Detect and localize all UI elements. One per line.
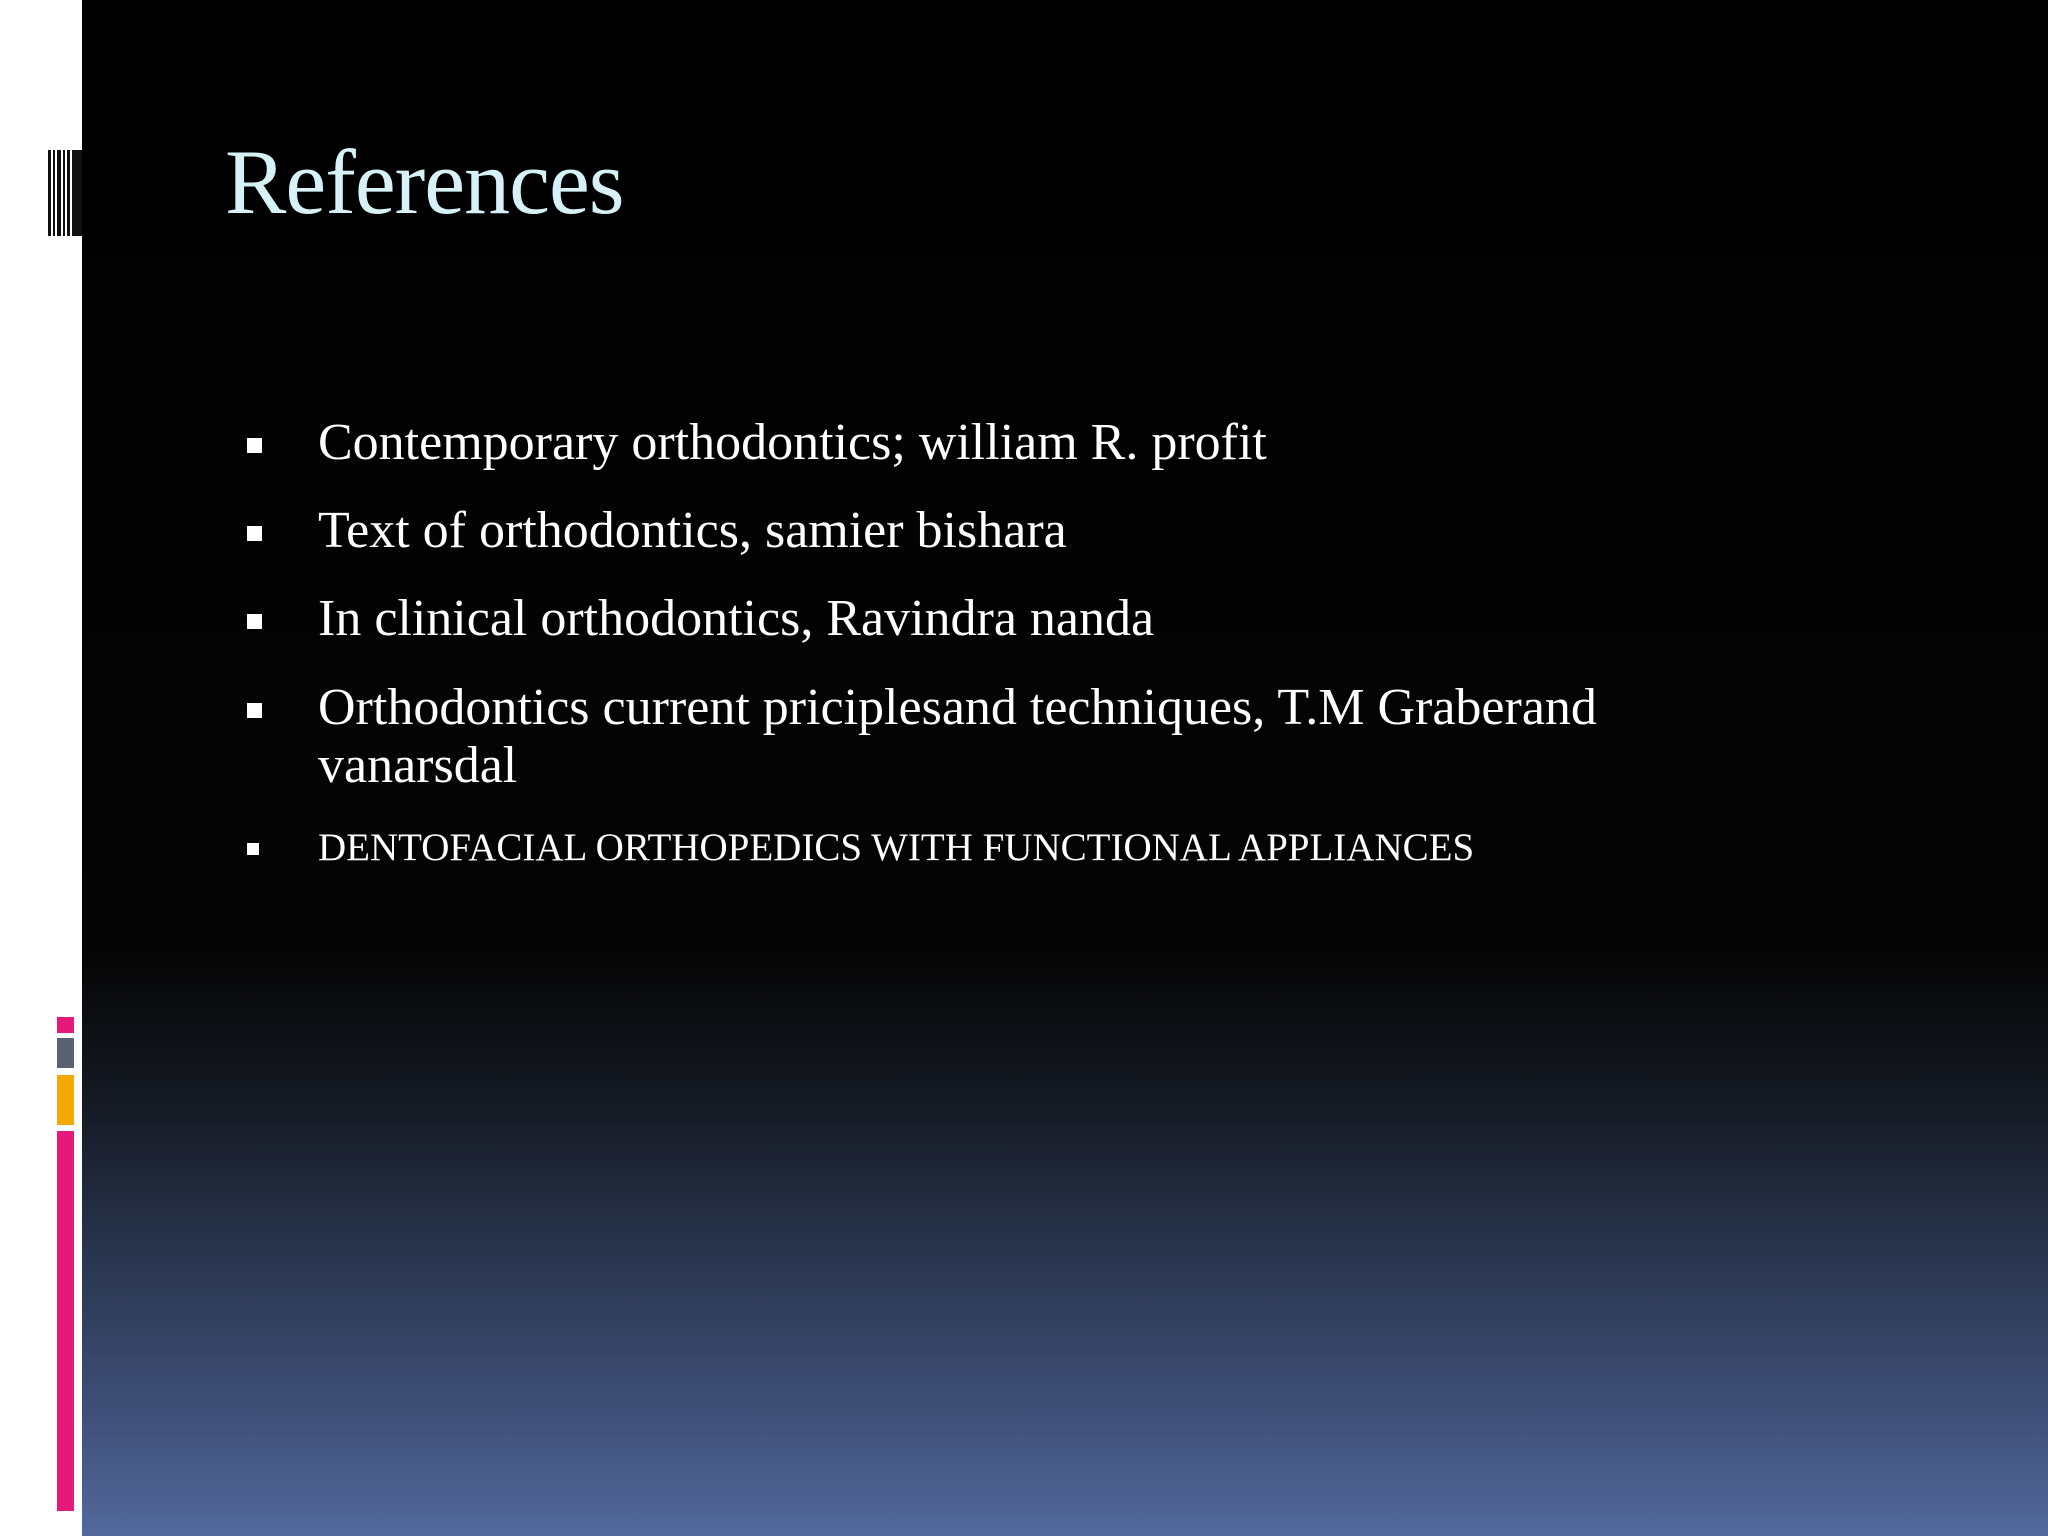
reference-item	[243, 414, 1803, 472]
square-bullet-icon	[247, 526, 262, 541]
accent-bar-magenta-top	[57, 1017, 74, 1033]
square-bullet-icon	[247, 614, 262, 629]
slide-title: References	[225, 131, 624, 233]
reference-item	[243, 679, 1803, 795]
reference-text: Orthodontics current priciplesand techniques, T.M Graberand vanarsdal	[318, 678, 1597, 794]
square-bullet-icon	[247, 703, 262, 718]
accent-bar-gray	[57, 1038, 74, 1068]
reference-item	[243, 825, 1803, 872]
barcode-decoration	[48, 150, 82, 236]
reference-item	[243, 502, 1803, 560]
reference-list	[243, 414, 1803, 902]
square-bullet-icon	[247, 438, 262, 453]
reference-text: Text of orthodontics, samier bishara	[318, 502, 1067, 560]
accent-bar-orange	[57, 1075, 74, 1125]
reference-item	[243, 590, 1803, 648]
reference-text: DENTOFACIAL ORTHOPEDICS WITH FUNCTIONAL APPLIANCES	[318, 826, 1475, 870]
accent-bars-decoration	[57, 1017, 74, 1511]
accent-bar-magenta-long	[57, 1131, 74, 1511]
square-bullet-icon	[247, 843, 259, 855]
reference-text: Contemporary orthodontics; william R. profit	[318, 414, 1267, 471]
reference-text: In clinical orthodontics, Ravindra nanda	[318, 590, 1155, 648]
